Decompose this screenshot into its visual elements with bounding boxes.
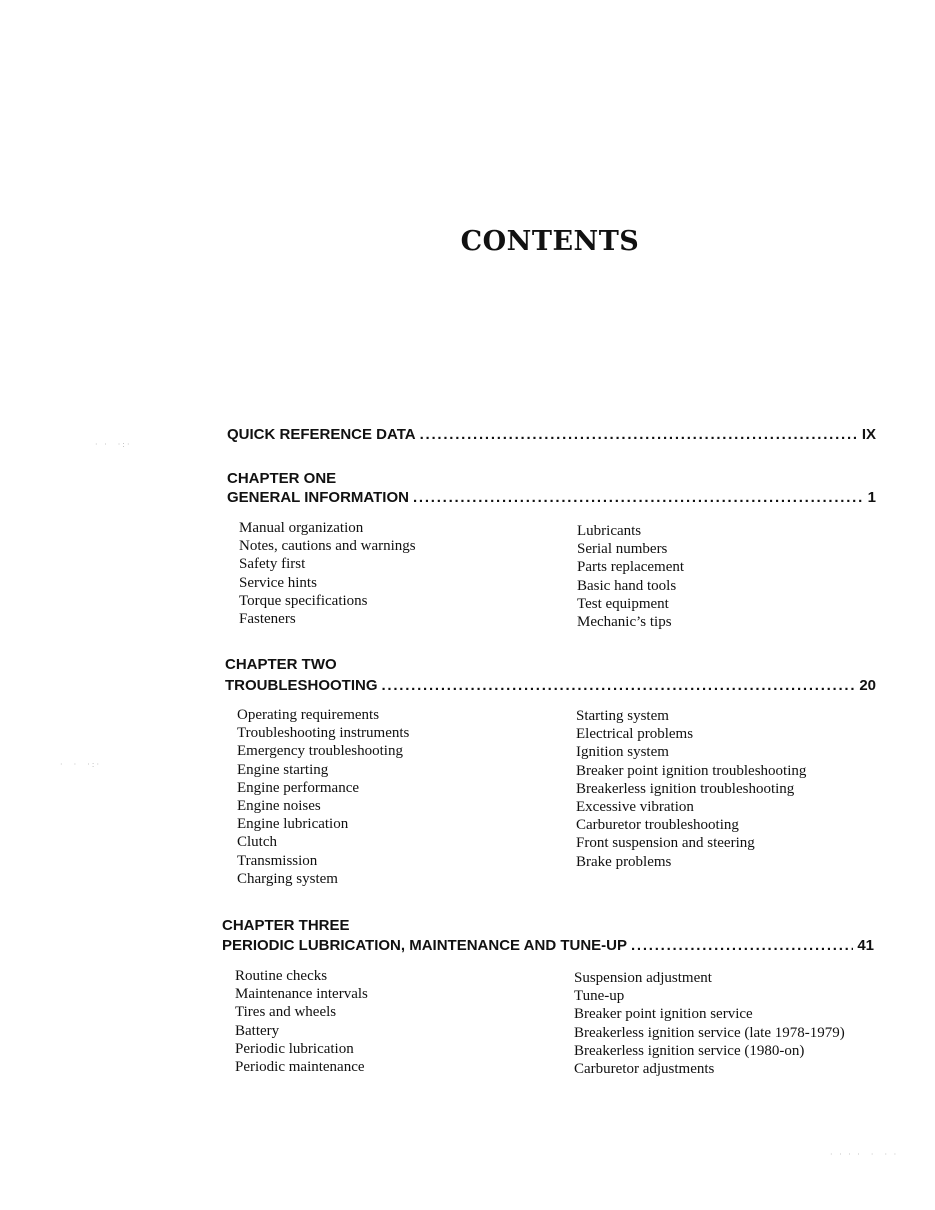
topic-item: Brake problems <box>576 853 672 870</box>
toc-entry-chapter-two[interactable] <box>225 677 876 694</box>
topic-item: Charging system <box>237 870 338 887</box>
topic-item: Battery <box>235 1022 280 1039</box>
topic-item: Serial numbers <box>577 541 668 558</box>
topic-item: Basic hand tools <box>577 577 677 594</box>
toc-page-number: 1 <box>867 489 876 506</box>
toc-page-number: IX <box>861 426 876 443</box>
scan-noise: · · ·:· <box>60 760 102 769</box>
toc-entry-label: PERIODIC LUBRICATION, MAINTENANCE AND TUNE-UP <box>222 937 627 954</box>
topic-item: Emergency troubleshooting <box>237 743 403 760</box>
topic-item: Fasteners <box>239 611 296 628</box>
dot-leader <box>382 677 856 694</box>
toc-page-number: 20 <box>859 677 876 694</box>
page-title: CONTENTS <box>460 226 640 257</box>
chapter-heading: CHAPTER THREE <box>222 917 350 934</box>
topic-item: Starting system <box>576 708 669 724</box>
topic-item: Test equipment <box>577 595 669 612</box>
topic-item: Periodic maintenance <box>235 1059 365 1076</box>
topic-item: Lubricants <box>577 523 642 539</box>
chapter-three-topics-right <box>574 969 845 1078</box>
toc-entry-label: QUICK REFERENCE DATA <box>227 426 416 443</box>
toc-entry-chapter-one[interactable] <box>227 489 876 506</box>
topic-item: Breaker point ignition service <box>574 1006 753 1023</box>
scan-noise: · · ·:· <box>95 440 132 449</box>
toc-entry-label: GENERAL INFORMATION <box>227 489 409 506</box>
dot-leader <box>413 489 864 506</box>
chapter-one-topics-right <box>577 522 684 631</box>
topic-item: Operating requirements <box>237 707 380 723</box>
topic-item: Tires and wheels <box>235 1004 337 1021</box>
toc-page-number: 41 <box>857 937 874 954</box>
topic-item: Clutch <box>237 834 277 851</box>
chapter-heading: CHAPTER TWO <box>225 656 337 673</box>
topic-item: Front suspension and steering <box>576 835 755 852</box>
topic-item: Breakerless ignition service (late 1978-1979) <box>574 1024 845 1041</box>
topic-item: Suspension adjustment <box>574 970 712 986</box>
toc-entry-quick-reference[interactable] <box>227 426 876 443</box>
topic-item: Routine checks <box>235 968 328 984</box>
topic-item: Carburetor adjustments <box>574 1061 715 1078</box>
topic-item: Service hints <box>239 574 317 591</box>
topic-item: Troubleshooting instruments <box>237 725 410 742</box>
topic-item: Parts replacement <box>577 559 685 576</box>
chapter-two-topics-left <box>237 706 409 888</box>
toc-entry-label: TROUBLESHOOTING <box>225 677 378 694</box>
topic-item: Safety first <box>239 556 306 573</box>
topic-item: Engine starting <box>237 761 329 778</box>
topic-item: Carburetor troubleshooting <box>576 817 739 834</box>
topic-item: Notes, cautions and warnings <box>239 538 416 555</box>
topic-item: Transmission <box>237 852 318 869</box>
topic-item: Excessive vibration <box>576 799 694 816</box>
topic-item: Breakerless ignition troubleshooting <box>576 780 795 797</box>
topic-item: Engine lubrication <box>237 816 349 833</box>
topic-item: Torque specifications <box>239 592 368 609</box>
topic-item: Ignition system <box>576 744 669 761</box>
topic-item: Tune-up <box>574 988 625 1005</box>
dot-leader <box>420 426 858 443</box>
topic-item: Mechanic’s tips <box>577 614 672 631</box>
chapter-heading: CHAPTER ONE <box>227 470 337 487</box>
topic-item: Manual organization <box>239 520 364 536</box>
topic-item: Maintenance intervals <box>235 986 368 1003</box>
topic-item: Breakerless ignition service (1980-on) <box>574 1042 805 1059</box>
topic-item: Engine noises <box>237 798 321 815</box>
topic-item: Electrical problems <box>576 726 694 743</box>
topic-item: Engine performance <box>237 779 360 796</box>
toc-entry-chapter-three[interactable] <box>222 937 874 954</box>
chapter-one-topics-left <box>239 519 416 628</box>
dot-leader <box>631 937 853 954</box>
chapter-two-topics-right <box>576 707 806 871</box>
chapter-three-topics-left <box>235 967 368 1076</box>
topic-item: Breaker point ignition troubleshooting <box>576 762 807 779</box>
scan-noise: · · · · · · · <box>830 1150 899 1159</box>
topic-item: Periodic lubrication <box>235 1040 354 1057</box>
